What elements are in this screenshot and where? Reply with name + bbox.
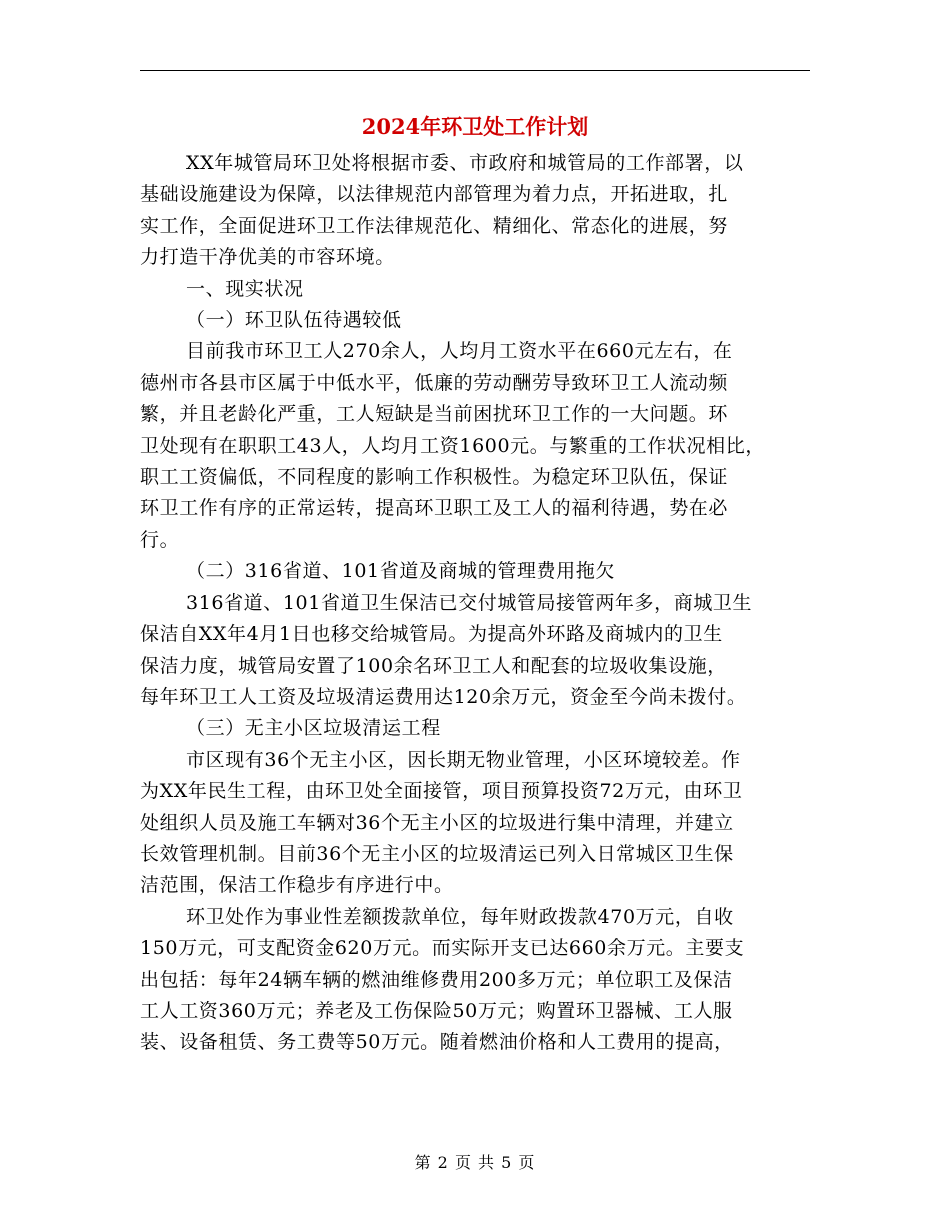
text-line: 工人工资360万元；养老及工伤保险50万元；购置环卫器械、工人服	[140, 999, 733, 1022]
text-line: 职工工资偏低，不同程度的影响工作积极性。为稳定环卫队伍，保证	[140, 466, 729, 489]
text-line: 保洁力度，城管局安置了100余名环卫工人和配套的垃圾收集设施，	[140, 654, 727, 677]
page-footer: 第 2 页 共 5 页	[414, 1153, 536, 1172]
text-line: 环卫处作为事业性差额拨款单位，每年财政拨款470万元，自收	[186, 905, 734, 928]
paragraph	[140, 274, 812, 305]
text-line: 行。	[140, 528, 180, 551]
text-line: 装、设备租赁、务工费等50万元。随着燃油价格和人工费用的提高，	[140, 1031, 734, 1054]
text-line: 保洁自XX年4月1日也移交给城管局。为提高外环路及商城内的卫生	[140, 623, 723, 646]
text-line: （二）316省道、101省道及商城的管理费用拖欠	[186, 560, 615, 583]
text-line: 目前我市环卫工人270余人，人均月工资水平在660元左右，在	[186, 340, 733, 363]
text-line: 卫处现有在职职工43人，人均月工资1600元。与繁重的工作状况相比，	[140, 434, 765, 457]
text-line: 环卫工作有序的正常运转，提高环卫职工及工人的福利待遇，势在必	[140, 497, 729, 520]
paragraph	[140, 588, 812, 714]
text-line: 市区现有36个无主小区，因长期无物业管理，小区环境较差。作	[186, 748, 741, 771]
paragraph	[140, 713, 812, 744]
text-line: 处组织人员及施工车辆对36个无主小区的垃圾进行集中清理，并建立	[140, 811, 734, 834]
paragraph	[140, 336, 812, 556]
text-line: （一）环卫队伍待遇较低	[186, 309, 402, 332]
text-line: 洁范围，保洁工作稳步有序进行中。	[140, 874, 454, 897]
text-line: 基础设施建设为保障，以法律规范内部管理为着力点，开拓进取，扎	[140, 183, 729, 206]
text-line: 繁，并且老龄化严重，工人短缺是当前困扰环卫工作的一大问题。环	[140, 403, 729, 426]
paragraph	[140, 148, 812, 274]
text-line: 一、现实状况	[186, 277, 304, 300]
text-line: XX年城管局环卫处将根据市委、市政府和城管局的工作部署，以	[186, 152, 744, 174]
document-body	[140, 148, 812, 1059]
paragraph	[140, 305, 812, 336]
text-line: 实工作，全面促进环卫工作法律规范化、精细化、常态化的进展，努	[140, 214, 729, 237]
text-line: 316省道、101省道卫生保洁已交付城管局接管两年多，商城卫生	[186, 591, 753, 614]
text-line: 德州市各县市区属于中低水平，低廉的劳动酬劳导致环卫工人流动频	[140, 371, 729, 394]
text-line: 每年环卫工人工资及垃圾清运费用达120余万元，资金至今尚未拨付。	[140, 685, 747, 708]
text-line: 出包括：每年24辆车辆的燃油维修费用200多万元；单位职工及保洁	[140, 968, 733, 991]
text-line: 力打造干净优美的市容环境。	[140, 246, 395, 269]
text-line: 为XX年民生工程，由环卫处全面接管，项目预算投资72万元，由环卫	[140, 780, 743, 803]
paragraph	[140, 745, 812, 902]
header-rule	[140, 70, 810, 71]
paragraph	[140, 556, 812, 587]
document-title: 2024年环卫处工作计划	[361, 114, 589, 139]
paragraph	[140, 902, 812, 1059]
text-line: 长效管理机制。目前36个无主小区的垃圾清运已列入日常城区卫生保	[140, 842, 734, 865]
text-line: 150万元，可支配资金620万元。而实际开支已达660余万元。主要支	[140, 937, 745, 960]
text-line: （三）无主小区垃圾清运工程	[186, 717, 441, 740]
